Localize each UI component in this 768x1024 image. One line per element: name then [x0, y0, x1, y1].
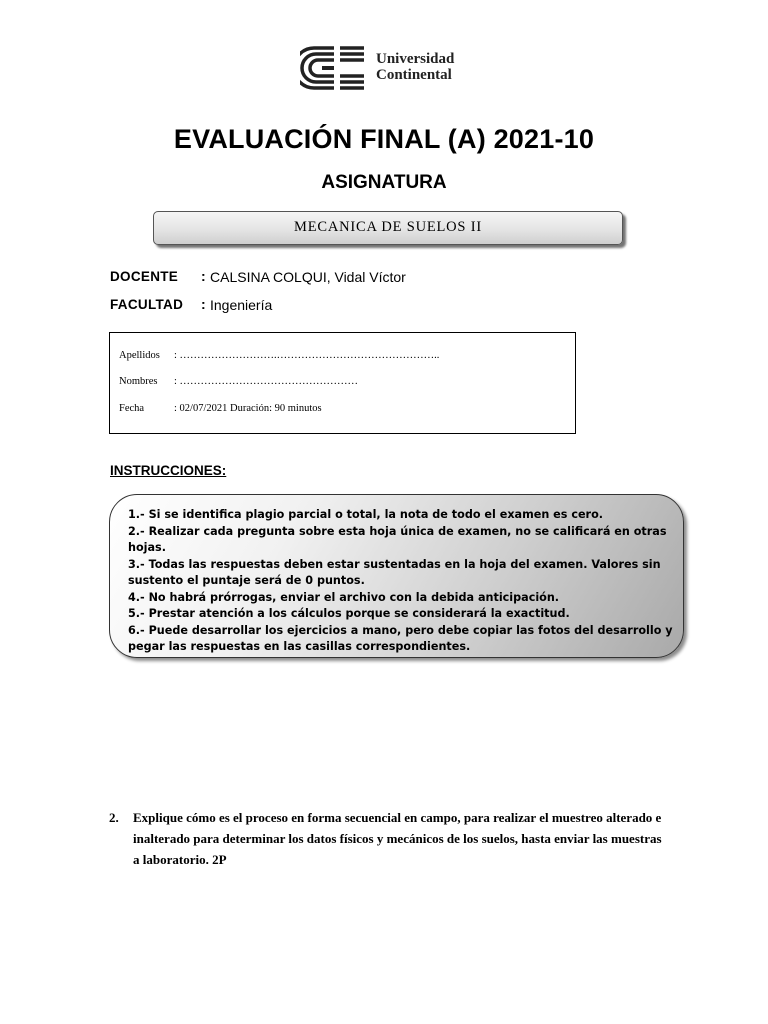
instruction-item: 2.- Realizar cada pregunta sobre esta hoja única de examen, no se calificará en otras hojas. — [128, 524, 667, 554]
course-name-box — [153, 211, 623, 245]
subject-heading: ASIGNATURA — [321, 172, 447, 193]
instruction-item: 6.- Puede desarrollar los ejercicios a mano, pero debe copiar las fotos del desarrollo y pegar las respuestas en las casillas correspondientes. — [128, 623, 673, 653]
question-text: Explique cómo es el proceso en forma secuencial en campo, para realizar el muestreo alterado e inalterado para determinar los datos físicos y mecánicos de los suelos, hasta enviar las muestras a laboratorio. 2P — [133, 810, 662, 867]
universidad-continental-logo-icon — [300, 46, 368, 90]
nombres-field[interactable]: : …………………………………………… — [174, 376, 359, 387]
fecha-label: Fecha — [119, 403, 145, 414]
facultad-colon: : — [201, 296, 206, 312]
instructions-list — [128, 507, 673, 656]
docente-value: CALSINA COLQUI, Vidal Víctor — [210, 269, 406, 285]
exam-title: EVALUACIÓN FINAL (A) 2021-10 — [173, 124, 595, 154]
question-number: 2. — [109, 810, 119, 825]
student-info-box — [109, 332, 576, 434]
apellidos-field[interactable]: : ……………………….……………………………………….. — [174, 350, 440, 361]
instruction-item: 4.- No habrá prórrogas, enviar el archivo con la debida anticipación. — [128, 590, 560, 604]
apellidos-label: Apellidos — [119, 350, 160, 361]
instruction-item: 5.- Prestar atención a los cálculos porque se considerará la exactitud. — [128, 607, 570, 620]
facultad-label: FACULTAD — [110, 297, 184, 312]
facultad-value: Ingeniería — [210, 297, 273, 313]
instructions-heading: INSTRUCCIONES: — [110, 463, 227, 478]
logo-line-2: Continental — [376, 67, 452, 83]
logo-line-1: Universidad — [376, 51, 455, 67]
logo-wordmark — [376, 51, 454, 83]
instructions-box — [109, 494, 684, 658]
instruction-item: 3.- Todas las respuestas deben estar sustentadas en la hoja del examen. Valores sin sustento el puntaje será de 0 puntos. — [128, 557, 661, 587]
docente-label: DOCENTE — [110, 269, 179, 284]
fecha-value: : 02/07/2021 Duración: 90 minutos — [174, 403, 322, 414]
nombres-label: Nombres — [119, 376, 158, 387]
docente-colon: : — [201, 268, 206, 284]
instruction-item: 1.- Si se identifica plagio parcial o total, la nota de todo el examen es cero. — [128, 508, 603, 521]
course-name: MECANICA DE SUELOS II — [294, 219, 482, 235]
